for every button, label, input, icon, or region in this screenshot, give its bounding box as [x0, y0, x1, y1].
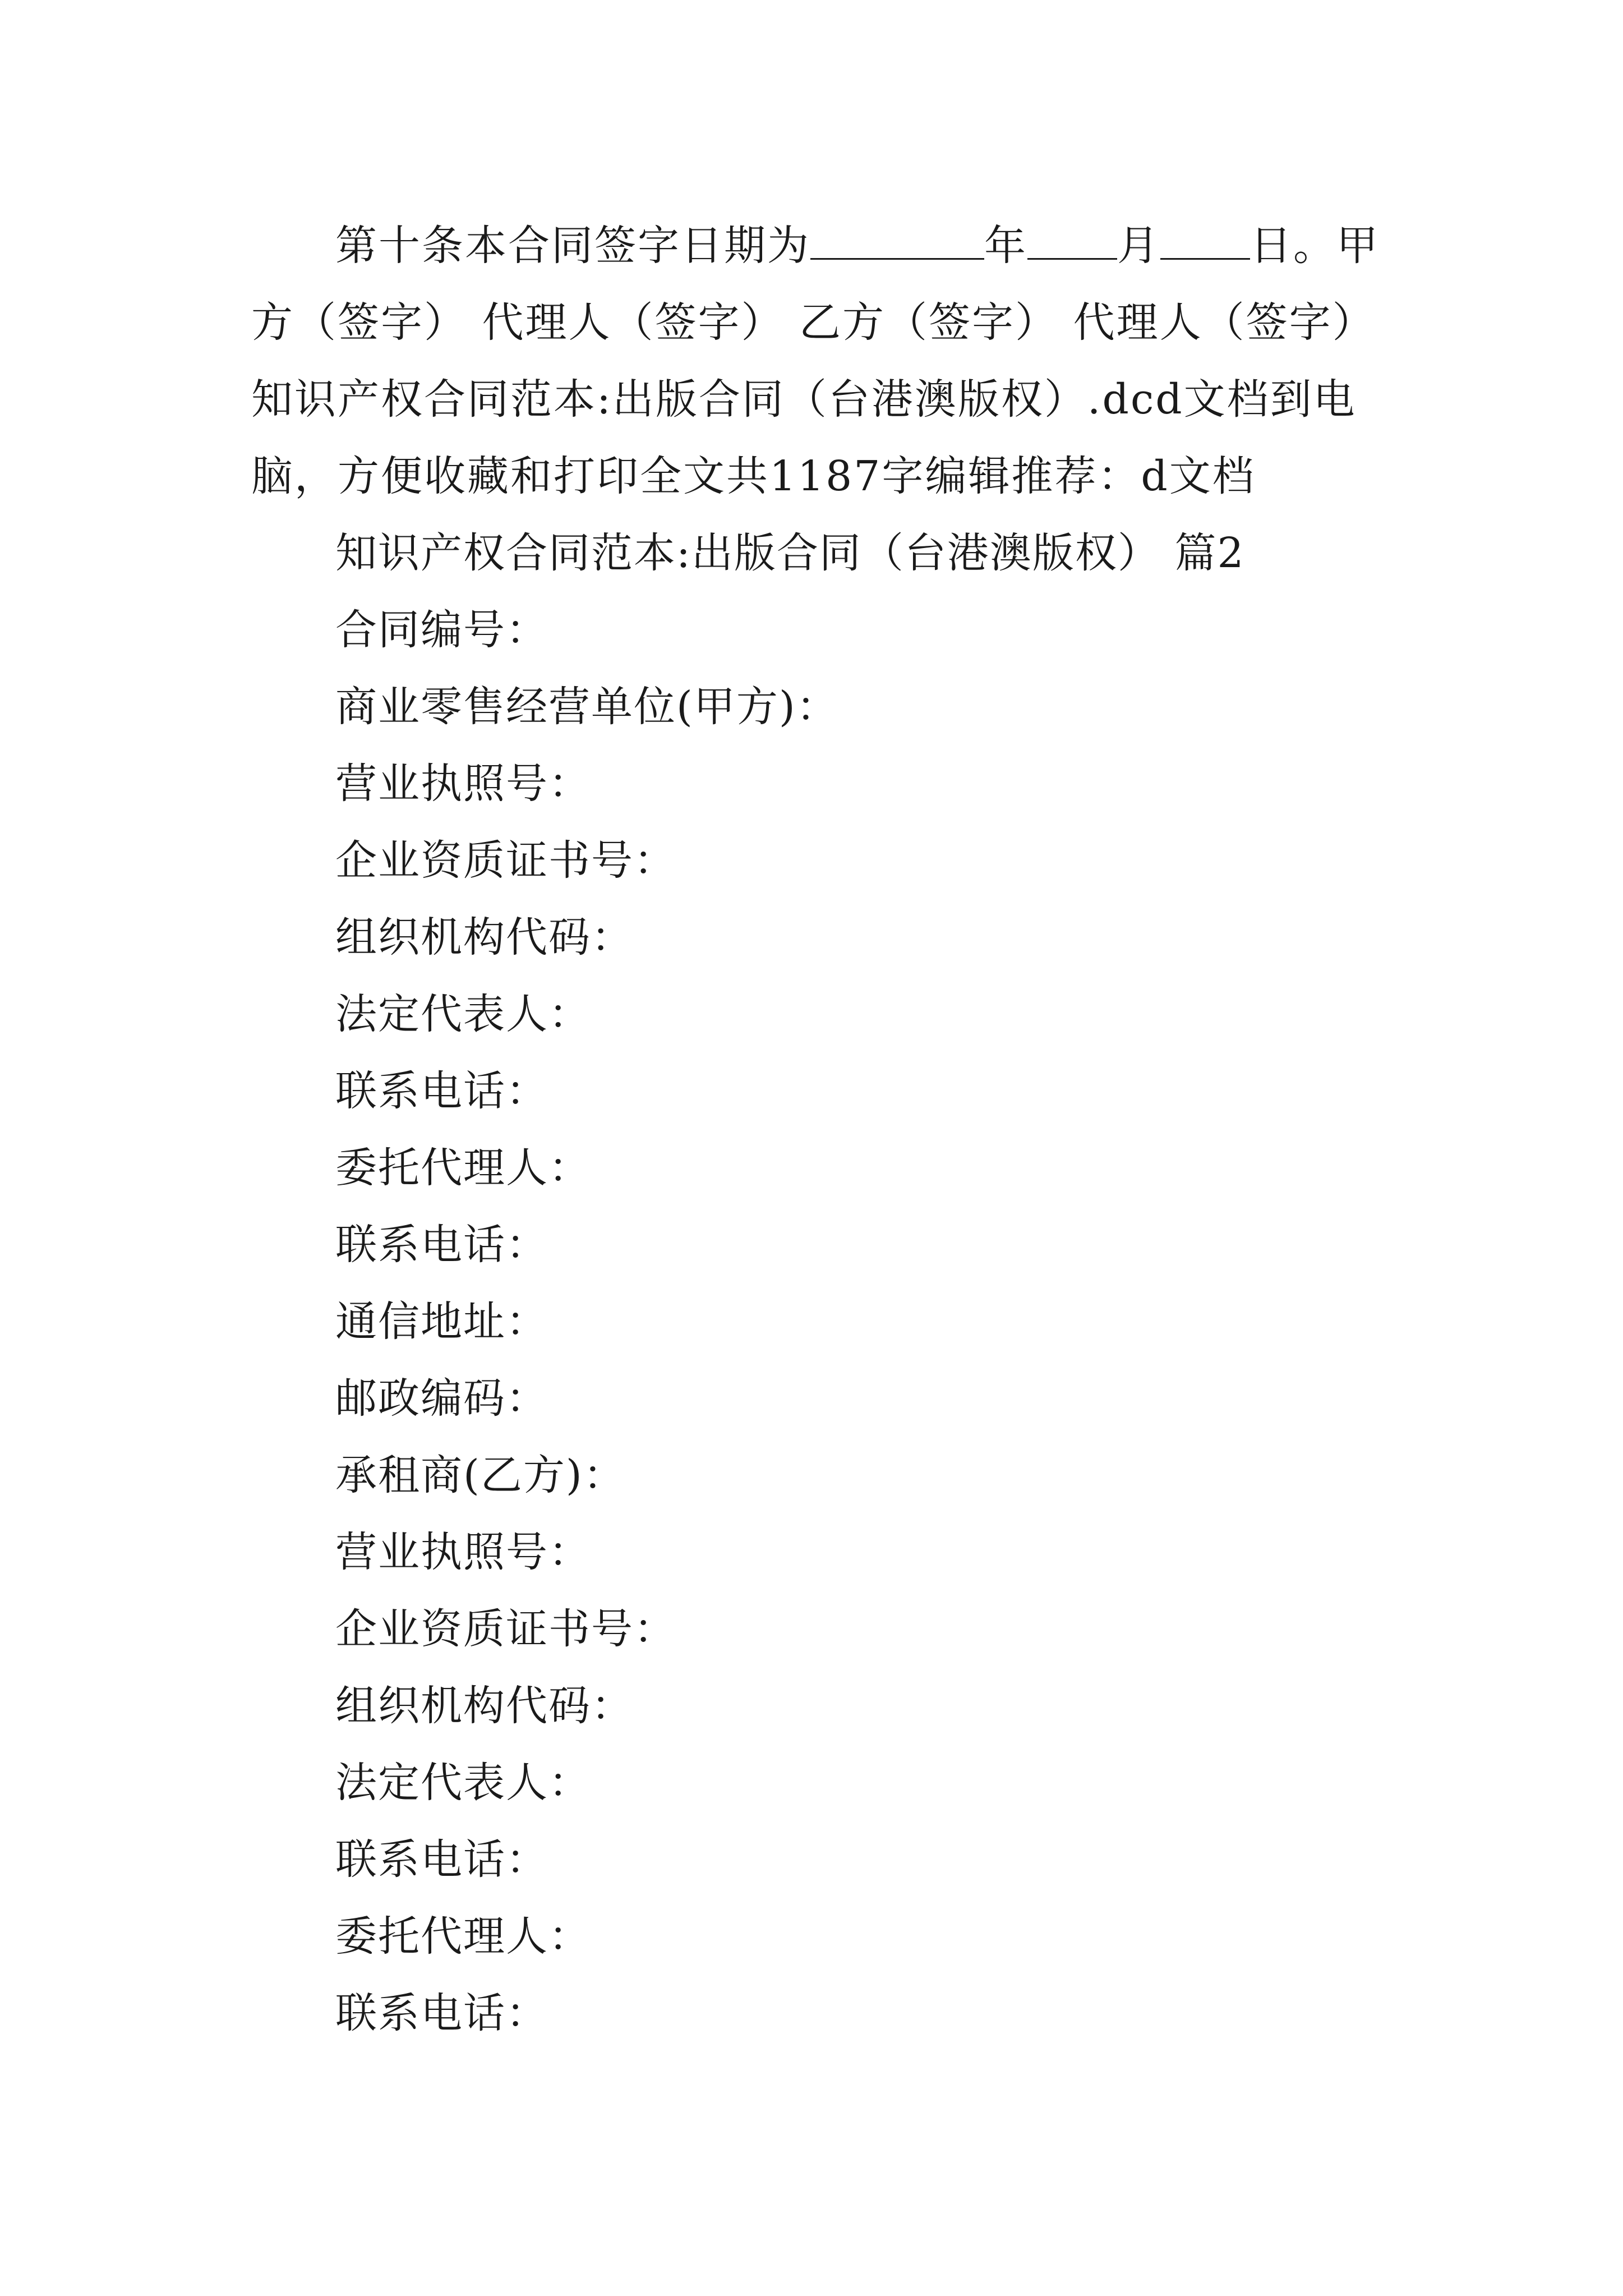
- field-party-a-qualification: 企业资质证书号：: [335, 836, 676, 885]
- field-party-a-postcode: 邮政编码：: [335, 1374, 548, 1423]
- clause-ten-prefix: 第十条本合同签字日期为: [335, 222, 810, 270]
- field-party-a-agent: 委托代理人：: [335, 1144, 591, 1192]
- field-party-a-legal-rep: 法定代表人：: [335, 990, 591, 1038]
- section-title: 知识产权合同范本:出版合同（台港澳版权） 篇2: [335, 529, 1245, 577]
- field-party-b-phone: 联系电话：: [335, 1835, 548, 1884]
- field-party-b-agent-phone: 联系电话：: [335, 1989, 548, 2037]
- field-party-a-license: 营业执照号：: [335, 760, 591, 808]
- clause-ten-paragraph: [251, 208, 1384, 515]
- signature-line: 甲方（签字） 代理人（签字） 乙方（签字） 代理人（签字）: [251, 222, 1380, 347]
- download-note: 知识产权合同范本:出版合同（台港澳版权）.dcd文档到电脑，方便收藏和打印全文共1187字编辑推荐：d文档: [251, 375, 1357, 500]
- month-label: 月: [1117, 222, 1160, 270]
- document-body: [251, 208, 1384, 2052]
- field-party-a-address: 通信地址：: [335, 1297, 548, 1346]
- month-blank: [1027, 223, 1117, 260]
- field-party-b-agent: 委托代理人：: [335, 1912, 591, 1961]
- field-contract-number: 合同编号：: [335, 606, 548, 654]
- field-party-b-qualification: 企业资质证书号：: [335, 1605, 676, 1653]
- year-blank: [810, 223, 984, 260]
- field-party-a-phone: 联系电话：: [335, 1067, 548, 1115]
- field-party-b-legal-rep: 法定代表人：: [335, 1759, 591, 1807]
- day-label: 日。: [1250, 222, 1336, 270]
- day-blank: [1160, 223, 1250, 260]
- field-party-a-agent-phone: 联系电话：: [335, 1221, 548, 1269]
- field-party-a-name: 商业零售经营单位(甲方)：: [335, 683, 839, 731]
- field-party-a-org-code: 组织机构代码：: [335, 913, 634, 961]
- field-party-b-org-code: 组织机构代码：: [335, 1682, 634, 1730]
- field-party-b-name: 承租商(乙方)：: [335, 1451, 626, 1499]
- year-label: 年: [984, 222, 1027, 270]
- field-party-b-license: 营业执照号：: [335, 1528, 591, 1576]
